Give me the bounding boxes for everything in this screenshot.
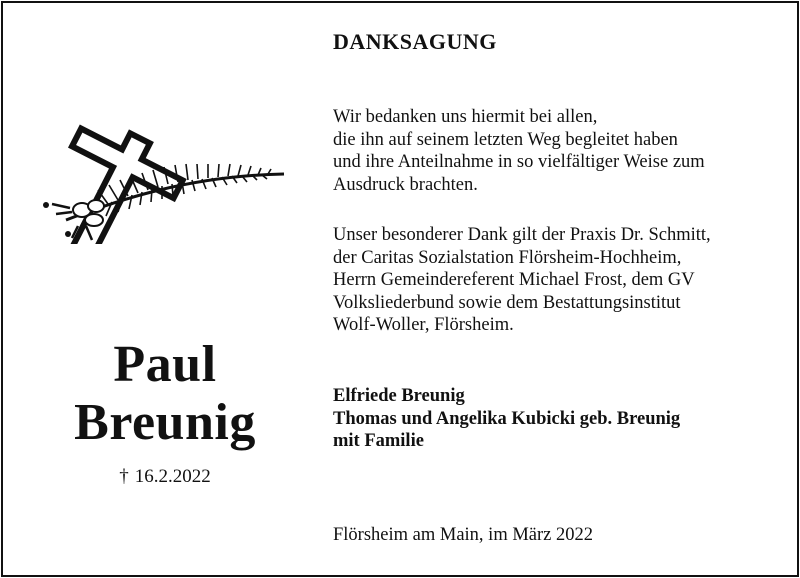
death-date: 16.2.2022: [134, 466, 211, 487]
last-name: Breunig: [74, 394, 256, 451]
dagger-icon: †: [119, 466, 129, 487]
family-member: Thomas und Angelika Kubicki geb. Breunig: [333, 408, 681, 429]
thanks-paragraph-2: [333, 224, 711, 337]
cross-with-palm-branch-icon: [38, 122, 290, 244]
death-date-line: [40, 466, 290, 488]
deceased-name: [40, 336, 290, 452]
family-signature: [333, 385, 680, 453]
family-member: mit Familie: [333, 431, 424, 451]
paragraph-line: und ihre Anteilnahme in so vielfältiger Weise zum: [333, 152, 705, 172]
paragraph-line: Volksliederbund sowie dem Bestattungsinstitut: [333, 292, 681, 313]
paragraph-line: der Caritas Sozialstation Flörsheim-Hochheim,: [333, 247, 682, 268]
paragraph-line: Wir bedanken uns hiermit bei allen,: [333, 107, 598, 127]
paragraph-line: die ihn auf seinem letzten Weg begleitet haben: [333, 129, 678, 150]
family-member: Elfriede Breunig: [333, 386, 465, 406]
place-and-date: Flörsheim am Main, im März 2022: [333, 525, 593, 545]
thanks-paragraph-1: [333, 106, 705, 196]
paragraph-line: Unser besonderer Dank gilt der Praxis Dr. Schmitt,: [333, 225, 711, 245]
first-name: Paul: [113, 336, 217, 393]
paragraph-line: Ausdruck brachten.: [333, 174, 478, 195]
paragraph-line: Wolf-Woller, Flörsheim.: [333, 315, 514, 335]
notice-heading: DANKSAGUNG: [333, 29, 497, 54]
paragraph-line: Herrn Gemeindereferent Michael Frost, dem GV: [333, 270, 695, 290]
